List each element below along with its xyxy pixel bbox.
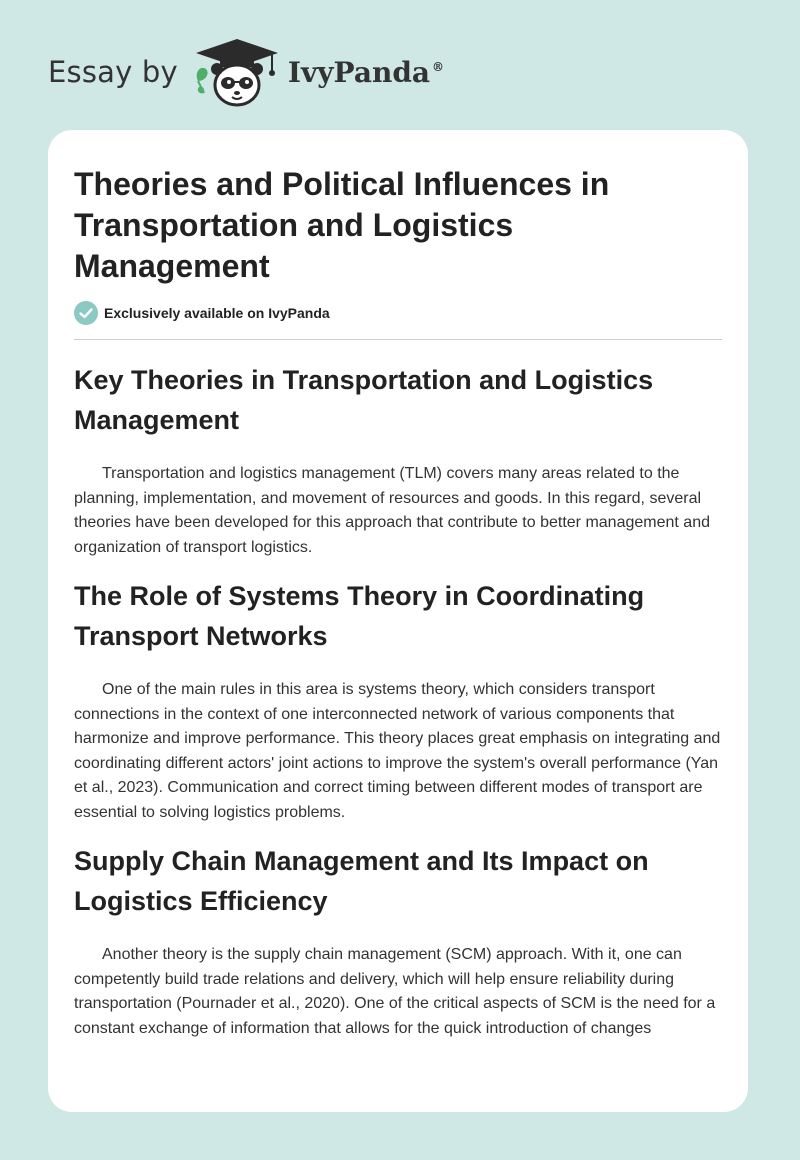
section-paragraph: Transportation and logistics management (TLM) covers many areas related to the planning, implementation, and movement of resources and goods. In this regard, several theories have been developed for this approach that contribute to better management and organization of transport logistics. [74,465,710,556]
section-heading: The Role of Systems Theory in Coordinating Transport Networks [74,581,645,651]
site-header [48,36,548,108]
check-circle-icon [74,301,98,325]
essay-card [48,130,748,1112]
section-heading: Key Theories in Transportation and Logistics Management [74,365,654,435]
page-title: Theories and Political Influences in Transportation and Logistics Management [74,166,610,284]
essay-by-label: Essay by [48,55,178,89]
exclusive-badge [74,301,722,340]
exclusive-badge-text: Exclusively available on IvyPanda [104,305,330,321]
section-heading: Supply Chain Management and Its Impact on Logistics Efficiency [74,846,649,916]
section-paragraph: One of the main rules in this area is systems theory, which considers transport connections in the context of one interconnected network of various components that harmonize and improve performance. This theory places great emphasis on integrating and coordinating different actors' joint actions to improve the system's overall performance (Yan et al., 2023). Communication and correct timing between different modes of transport are essential to solving logistics problems. [74,681,721,821]
panda-graduate-logo-icon[interactable] [192,35,282,109]
brand-name[interactable]: IvyPanda ® [287,55,445,89]
section-paragraph: Another theory is the supply chain management (SCM) approach. With it, one can competently build trade relations and delivery, which will help ensure reliability during transportation (Pournader et al., 2020). One of the critical aspects of SCM is the need for a constant exchange of information that allows for the quick introduction of changes [74,946,716,1037]
